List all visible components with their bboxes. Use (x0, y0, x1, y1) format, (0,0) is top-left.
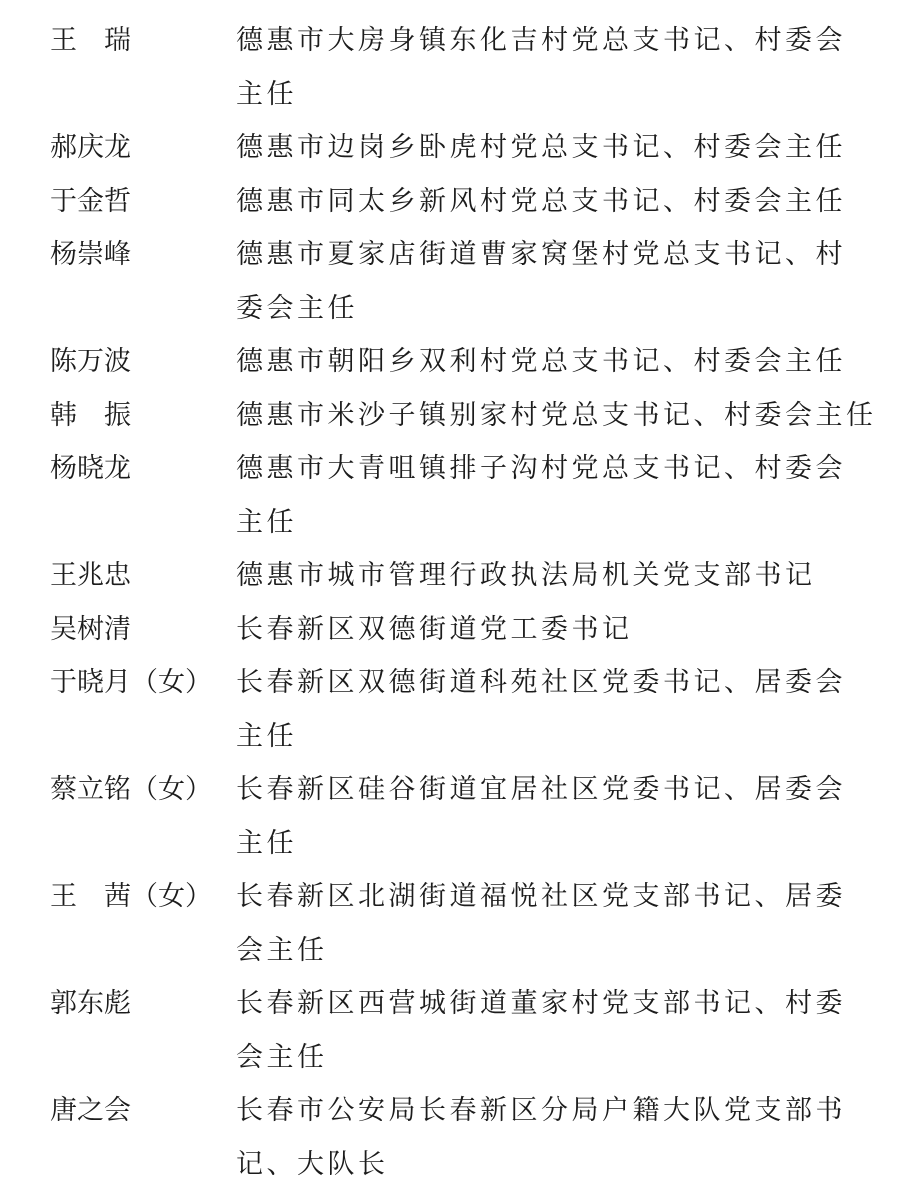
person-name: 杨晓龙 (50, 453, 131, 484)
list-item (0, 603, 900, 657)
person-name: 蔡立铭（女） (50, 774, 212, 805)
person-title (236, 175, 846, 229)
person-title (236, 121, 846, 175)
title-line: 主任 (236, 78, 297, 110)
title-line: 德惠市城市管理行政执法局机关党支部书记 (236, 560, 816, 591)
person-name: 王 茜（女） (50, 881, 212, 912)
list-item (0, 335, 900, 389)
person-title (236, 656, 846, 763)
person-name: 郭东彪 (50, 988, 131, 1019)
title-line: 主任 (236, 506, 297, 538)
list-item (0, 763, 900, 870)
title-line: 长春新区硅谷街道宜居社区党委书记、居委会 (236, 774, 846, 805)
title-line: 记、大队长 (236, 1148, 389, 1180)
person-name: 吴树清 (50, 613, 131, 645)
person-name: 韩 振 (50, 399, 131, 431)
list-item (0, 977, 900, 1084)
person-title (236, 14, 846, 121)
person-title (236, 389, 877, 443)
title-line: 长春新区西营城街道董家村党支部书记、村委 (236, 988, 846, 1019)
person-title (236, 763, 846, 870)
title-line: 长春新区双德街道科苑社区党委书记、居委会 (236, 667, 846, 698)
list-item (0, 1084, 900, 1191)
title-line: 长春市公安局长春新区分局户籍大队党支部书 (236, 1095, 846, 1126)
title-line: 德惠市米沙子镇别家村党总支书记、村委会主任 (236, 399, 877, 431)
person-title (236, 442, 846, 549)
title-line: 长春新区北湖街道福悦社区党支部书记、居委 (236, 881, 846, 912)
person-title (236, 335, 846, 389)
list-item (0, 175, 900, 229)
title-line: 委会主任 (236, 292, 358, 324)
person-title (236, 870, 846, 977)
person-title (236, 603, 846, 657)
title-line: 德惠市同太乡新风村党总支书记、村委会主任 (236, 185, 846, 217)
person-name: 于晓月（女） (50, 667, 212, 698)
person-name: 唐之会 (50, 1095, 131, 1126)
title-line: 主任 (236, 827, 297, 859)
list-item (0, 549, 900, 603)
person-title (236, 1084, 846, 1191)
list-item (0, 389, 900, 443)
list-item (0, 228, 900, 335)
person-title (236, 549, 846, 603)
person-title (236, 228, 846, 335)
title-line: 德惠市大房身镇东化吉村党总支书记、村委会 (236, 25, 846, 56)
title-line: 长春新区双德街道党工委书记 (236, 613, 633, 645)
title-line: 会主任 (236, 1041, 328, 1073)
honoree-list (0, 14, 900, 1191)
list-item (0, 121, 900, 175)
person-name: 于金哲 (50, 185, 131, 217)
title-line: 德惠市大青咀镇排子沟村党总支书记、村委会 (236, 453, 846, 484)
person-name: 郝庆龙 (50, 132, 131, 163)
title-line: 德惠市边岗乡卧虎村党总支书记、村委会主任 (236, 132, 846, 163)
person-name: 王兆忠 (50, 560, 131, 591)
person-name: 陈万波 (50, 346, 131, 377)
title-line: 会主任 (236, 934, 328, 966)
title-line: 德惠市夏家店街道曹家窝堡村党总支书记、村 (236, 239, 846, 270)
list-item (0, 14, 900, 121)
person-name: 王 瑞 (50, 25, 131, 56)
list-item (0, 442, 900, 549)
title-line: 德惠市朝阳乡双利村党总支书记、村委会主任 (236, 346, 846, 377)
list-item (0, 870, 900, 977)
person-name: 杨崇峰 (50, 239, 131, 270)
list-item (0, 656, 900, 763)
title-line: 主任 (236, 720, 297, 752)
person-title (236, 977, 846, 1084)
